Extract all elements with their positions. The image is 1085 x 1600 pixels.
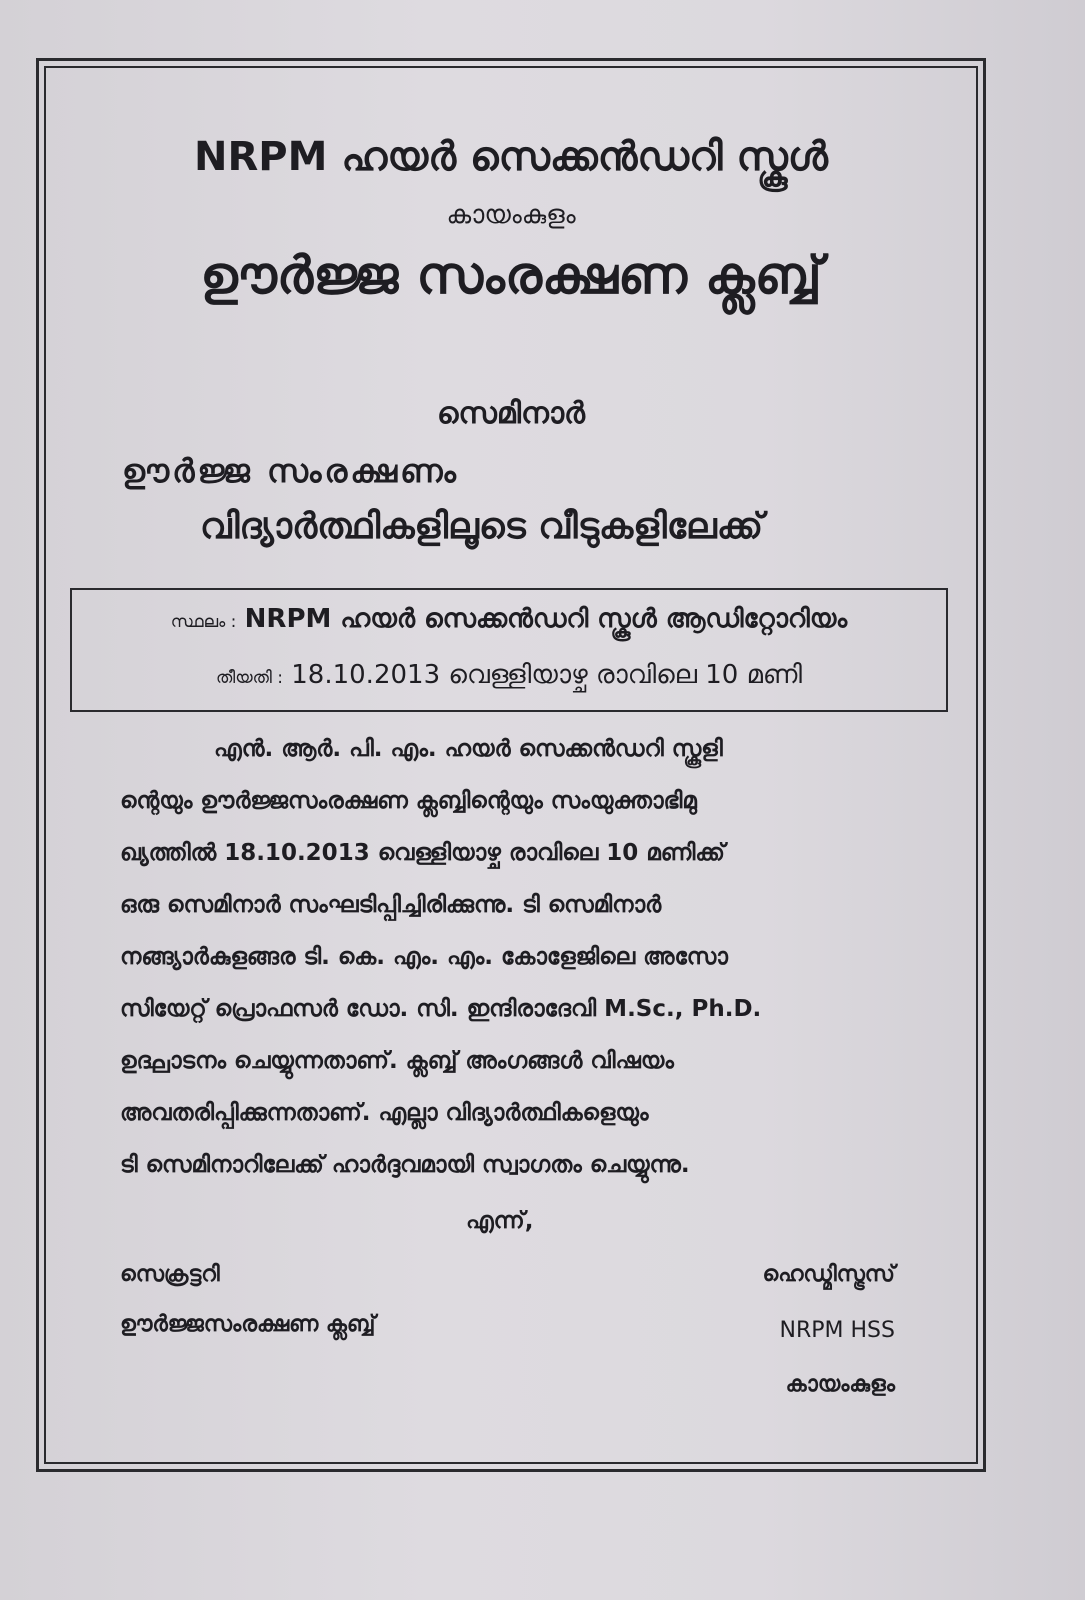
date-row	[70, 660, 948, 691]
date-label: തീയതി :	[216, 668, 283, 688]
seminar-topic-line-1: ഊർജ്ജ സംരക്ഷണം	[122, 452, 459, 490]
school-place: കായംകുളം	[446, 200, 576, 230]
seminar-heading: സെമിനാർ	[436, 396, 586, 431]
secretary-title: സെക്രട്ടറി	[120, 1262, 220, 1287]
closing-text: എന്ന്,	[466, 1208, 534, 1234]
body-line: അവതരിപ്പിക്കുന്നതാണ്. എല്ലാ വിദ്യാർത്ഥികളെയും	[120, 1100, 649, 1126]
venue-value: NRPM ഹയർ സെക്കൻഡറി സ്കൂൾ ആഡിറ്റോറിയം	[244, 604, 848, 634]
school-name: NRPM ഹയർ സെക്കൻഡറി സ്കൂൾ	[194, 134, 828, 180]
body-line: ടി സെമിനാറിലേക്ക് ഹാർദ്ദവമായി സ്വാഗതം ചെയ്യുന്നു.	[120, 1152, 690, 1178]
headmistress-org: NRPM HSS	[779, 1318, 895, 1343]
body-line: എൻ. ആർ. പി. എം. ഹയർ സെക്കൻഡറി സ്കൂളി	[214, 736, 723, 762]
secretary-org: ഊർജ്ജസംരക്ഷണ ക്ലബ്ബ്	[120, 1312, 376, 1337]
club-name: ഊർജ്ജ സംരക്ഷണ ക്ലബ്ബ്	[200, 246, 822, 306]
venue-label: സ്ഥലം :	[170, 612, 237, 632]
headmistress-place: കായംകുളം	[785, 1372, 895, 1397]
body-line: ഒരു സെമിനാർ സംഘടിപ്പിച്ചിരിക്കുന്നു. ടി സെമിനാർ	[120, 892, 662, 918]
body-line: ഖ്യത്തിൽ 18.10.2013 വെള്ളിയാഴ്ച രാവിലെ 10 മണിക്ക്	[120, 840, 725, 866]
seminar-topic-line-2: വിദ്യാർത്ഥികളിലൂടെ വീടുകളിലേക്ക്	[200, 506, 764, 547]
body-line: നങ്ങ്യാർകുളങ്ങര ടി. കെ. എം. എം. കോളേജിലെ അസോ	[120, 944, 728, 970]
body-line: ഉദ്ഘാടനം ചെയ്യുന്നതാണ്. ക്ലബ്ബ് അംഗങ്ങൾ വിഷയം	[120, 1048, 674, 1074]
date-value: 18.10.2013 വെള്ളിയാഴ്ച രാവിലെ 10 മണി	[291, 660, 802, 690]
body-line: സിയേറ്റ് പ്രൊഫസർ ഡോ. സി. ഇന്ദിരാദേവി M.Sc., Ph.D.	[120, 996, 762, 1022]
headmistress-title: ഹെഡ്മിസ്ട്രസ്	[762, 1262, 895, 1287]
body-line: ന്റെയും ഊർജ്ജസംരക്ഷണ ക്ലബ്ബിന്റെയും സംയുക്താഭിമു	[120, 788, 697, 814]
venue-row	[70, 604, 948, 635]
